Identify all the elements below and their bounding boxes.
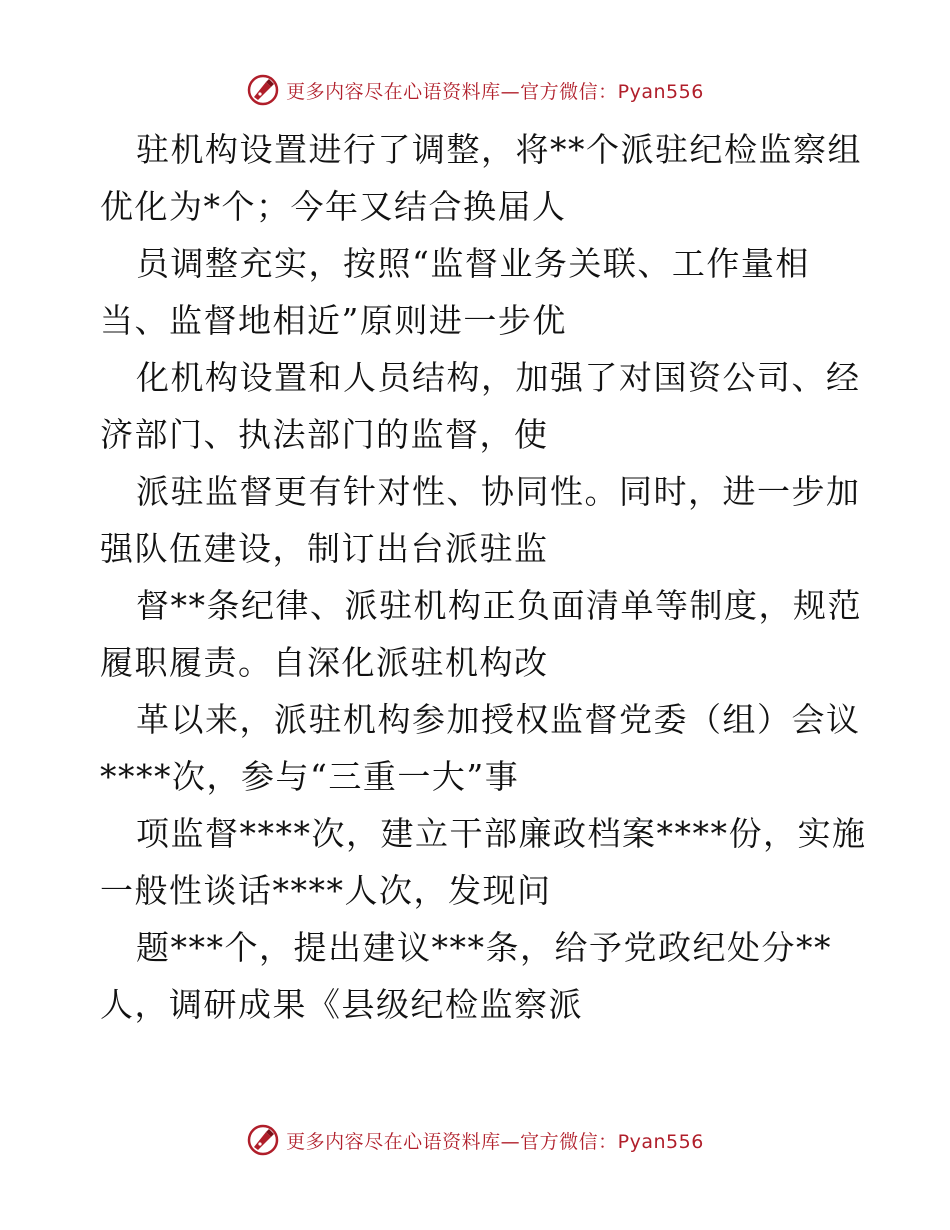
body-line: 履职履责。自深化派驻机构改: [100, 643, 549, 682]
document-body: [100, 121, 867, 1033]
body-line: 题***个，提出建议***条，给予党政纪处分**: [136, 928, 832, 967]
body-line: 派驻监督更有针对性、协同性。同时，进一步加: [136, 472, 861, 511]
body-line: 驻机构设置进行了调整，将**个派驻纪检监察组: [136, 130, 862, 169]
footer-banner-text: 更多内容尽在心语资料库—官方微信：Pyan556: [286, 1130, 704, 1153]
body-line: 优化为*个；今年又结合换届人: [100, 187, 567, 226]
body-line: 济部门、执法部门的监督，使: [100, 415, 549, 454]
body-line: ****次，参与“三重一大”事: [100, 757, 520, 796]
body-line: 强队伍建设，制订出台派驻监: [100, 529, 549, 568]
body-line: 督**条纪律、派驻机构正负面清单等制度，规范: [136, 586, 862, 625]
body-line: 员调整充实，按照“监督业务关联、工作量相: [136, 244, 810, 283]
body-line: 革以来，派驻机构参加授权监督党委（组）会议: [136, 700, 861, 739]
header-banner: [0, 70, 950, 110]
header-banner-text: 更多内容尽在心语资料库—官方微信：Pyan556: [286, 80, 704, 103]
body-line: 化机构设置和人员结构，加强了对国资公司、经: [136, 358, 861, 397]
pen-nib-logo-icon: [246, 73, 280, 107]
footer-banner: [0, 1120, 950, 1160]
pen-nib-logo-icon: [246, 1123, 280, 1157]
body-line: 人，调研成果《县级纪检监察派: [100, 985, 583, 1024]
body-line: 当、监督地相近”原则进一步优: [100, 301, 567, 340]
body-line: 一般性谈话****人次，发现问: [100, 871, 552, 910]
body-line: 项监督****次，建立干部廉政档案****份，实施: [136, 814, 867, 853]
